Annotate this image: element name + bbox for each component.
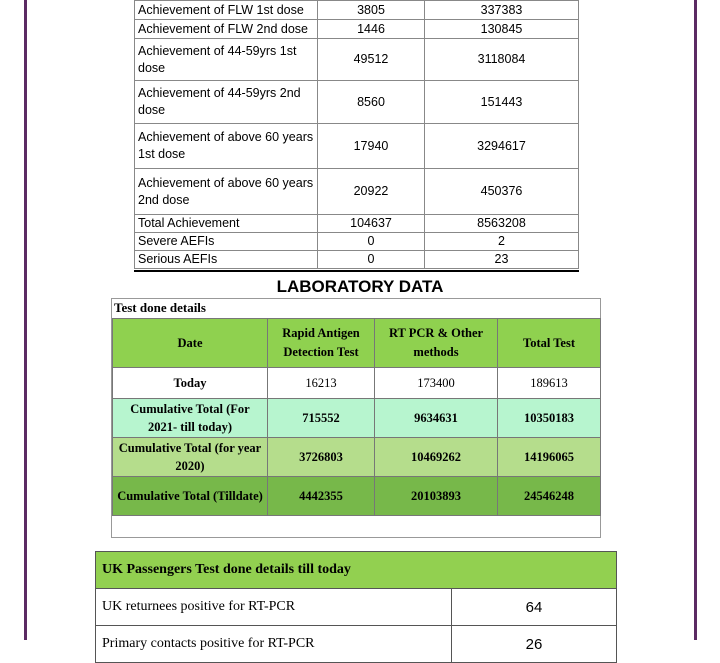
rtpcr-value: 9634631 — [375, 399, 498, 438]
today-value: 3805 — [318, 1, 425, 20]
laboratory-caption: Test done details — [114, 300, 206, 315]
row-label: Cumulative Total (For 2021- till today) — [113, 399, 268, 438]
cumulative-value: 151443 — [425, 81, 579, 124]
table-row — [113, 477, 601, 516]
rtpcr-value: 20103893 — [375, 477, 498, 516]
row-label: Today — [113, 368, 268, 399]
row-label: Achievement of FLW 1st dose — [135, 1, 318, 20]
today-value: 17940 — [318, 124, 425, 169]
row-label: UK returnees positive for RT-PCR — [96, 589, 452, 626]
cumulative-value: 2 — [425, 233, 579, 251]
column-header: Date — [113, 319, 268, 368]
total-value: 24546248 — [498, 477, 601, 516]
table-header-row — [96, 552, 617, 589]
column-header: Rapid Antigen Detection Test — [268, 319, 375, 368]
today-value: 20922 — [318, 169, 425, 215]
table-row — [96, 589, 617, 626]
table-bottom-rule — [134, 270, 579, 272]
laboratory-title: LABORATORY DATA — [276, 277, 444, 296]
laboratory-panel — [111, 298, 601, 538]
cumulative-value: 8563208 — [425, 215, 579, 233]
row-value: 26 — [452, 626, 617, 663]
row-label: Achievement of 44-59yrs 1st dose — [135, 39, 318, 81]
rtpcr-value: 173400 — [375, 368, 498, 399]
table-row — [96, 626, 617, 663]
table-row — [135, 81, 579, 124]
total-value: 10350183 — [498, 399, 601, 438]
cumulative-value: 3118084 — [425, 39, 579, 81]
row-label: Achievement of above 60 years 2nd dose — [135, 169, 318, 215]
laboratory-table — [112, 318, 601, 516]
uk-table-title: UK Passengers Test done details till today — [96, 552, 617, 589]
rtpcr-value: 10469262 — [375, 438, 498, 477]
total-value: 189613 — [498, 368, 601, 399]
rat-value: 715552 — [268, 399, 375, 438]
table-row — [135, 251, 579, 269]
column-header: RT PCR & Other methods — [375, 319, 498, 368]
table-row — [113, 438, 601, 477]
row-label: Cumulative Total (for year 2020) — [113, 438, 268, 477]
cumulative-value: 3294617 — [425, 124, 579, 169]
rat-value: 16213 — [268, 368, 375, 399]
table-row — [135, 39, 579, 81]
cumulative-value: 130845 — [425, 20, 579, 39]
rat-value: 3726803 — [268, 438, 375, 477]
table-row — [135, 20, 579, 39]
today-value: 0 — [318, 233, 425, 251]
vaccination-table — [134, 0, 579, 269]
table-row — [135, 233, 579, 251]
cumulative-value: 337383 — [425, 1, 579, 20]
table-row — [135, 169, 579, 215]
row-value: 64 — [452, 589, 617, 626]
page-border-left — [24, 0, 27, 640]
today-value: 104637 — [318, 215, 425, 233]
today-value: 8560 — [318, 81, 425, 124]
row-label: Severe AEFIs — [135, 233, 318, 251]
row-label: Achievement of 44-59yrs 2nd dose — [135, 81, 318, 124]
table-row — [135, 1, 579, 20]
row-label: Cumulative Total (Tilldate) — [113, 477, 268, 516]
column-header: Total Test — [498, 319, 601, 368]
today-value: 49512 — [318, 39, 425, 81]
row-label: Achievement of FLW 2nd dose — [135, 20, 318, 39]
cumulative-value: 450376 — [425, 169, 579, 215]
table-row — [135, 215, 579, 233]
table-row — [135, 124, 579, 169]
row-label: Total Achievement — [135, 215, 318, 233]
cumulative-value: 23 — [425, 251, 579, 269]
row-label: Primary contacts positive for RT-PCR — [96, 626, 452, 663]
rat-value: 4442355 — [268, 477, 375, 516]
uk-passengers-table — [95, 551, 617, 663]
page-border-right — [694, 0, 697, 640]
row-label: Serious AEFIs — [135, 251, 318, 269]
table-row — [113, 368, 601, 399]
today-value: 1446 — [318, 20, 425, 39]
table-row — [113, 399, 601, 438]
today-value: 0 — [318, 251, 425, 269]
total-value: 14196065 — [498, 438, 601, 477]
table-header-row — [113, 319, 601, 368]
row-label: Achievement of above 60 years 1st dose — [135, 124, 318, 169]
